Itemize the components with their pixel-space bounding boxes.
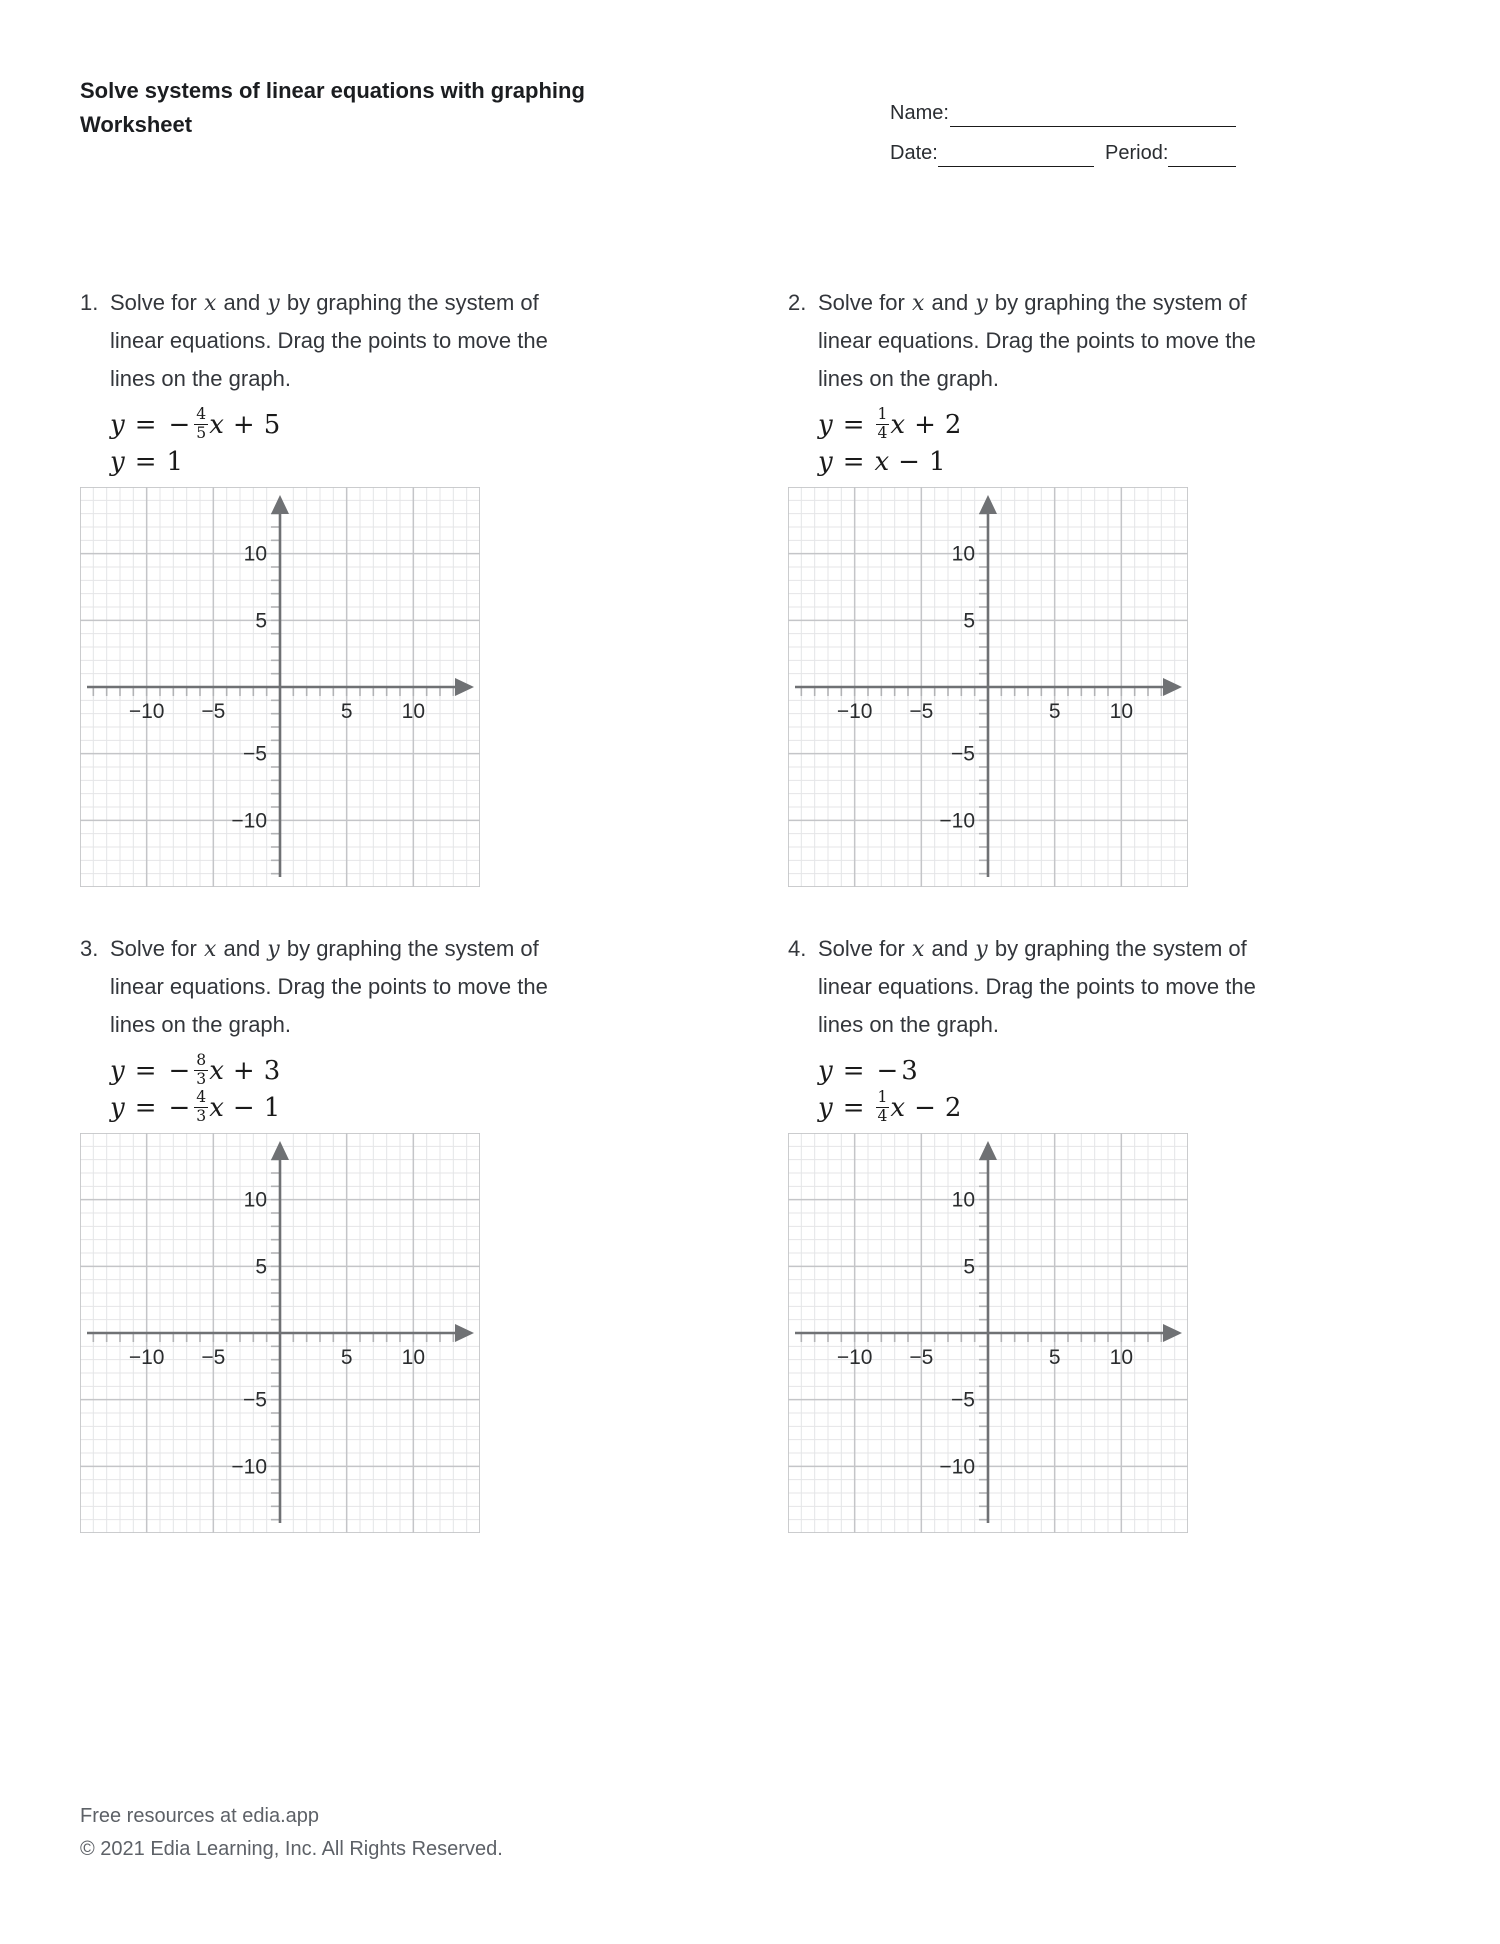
x-axis-arrowhead	[455, 678, 474, 696]
y-tick-label: 5	[255, 609, 267, 633]
problem-1	[80, 284, 760, 894]
problem-3	[80, 930, 760, 1540]
x-tick-label: 10	[401, 1346, 426, 1369]
equation-token: =	[134, 409, 157, 440]
equation-token: =	[134, 446, 157, 477]
math-variable: x	[911, 937, 925, 962]
y-tick-label: −10	[939, 809, 975, 833]
y-tick-label: −10	[231, 1455, 267, 1479]
x-tick-label: 5	[340, 1346, 353, 1369]
equation-token: −	[914, 1092, 936, 1123]
statement-text: Solve for x and y by graphing the system of	[110, 936, 539, 962]
equation-token: +	[914, 409, 936, 440]
x-tick-label: −5	[909, 700, 934, 723]
worksheet-title-line2: Worksheet	[80, 112, 193, 137]
fraction: $\frac{4}{5}$	[196, 405, 207, 442]
equation	[110, 1052, 280, 1089]
problem-3-statement	[80, 930, 548, 1044]
equation-token: y	[818, 1055, 833, 1086]
coordinate-grid[interactable]	[788, 1133, 1188, 1533]
statement-text: Solve for x and y by graphing the system of	[110, 290, 539, 316]
problem-number: 1.	[80, 290, 99, 315]
equation-token: 1	[928, 446, 946, 477]
equation-token: −	[232, 1092, 255, 1123]
equation-token: 3	[901, 1055, 918, 1086]
x-tick-label: −10	[836, 1346, 873, 1369]
statement-text: Solve for x and y by graphing the system of	[818, 290, 1247, 316]
y-axis-arrowhead	[979, 1141, 997, 1160]
x-axis-arrowhead	[455, 1324, 474, 1342]
equation-token: x	[209, 1092, 224, 1123]
problem-3-equations	[110, 1052, 280, 1126]
problem-4	[788, 930, 1468, 1540]
equation-token: y	[818, 409, 833, 440]
y-tick-label: 10	[951, 1188, 975, 1212]
equation	[818, 1052, 961, 1089]
equation	[818, 1089, 961, 1126]
y-tick-label: −10	[939, 1455, 975, 1479]
problem-1-statement	[80, 284, 548, 398]
x-tick-label: 5	[340, 700, 353, 723]
equation-token: +	[232, 409, 255, 440]
y-tick-label: −10	[231, 809, 267, 833]
problem-2-equations	[818, 406, 961, 480]
x-tick-label: −10	[128, 1346, 165, 1369]
statement-line	[80, 930, 548, 968]
problem-4-statement	[788, 930, 1256, 1044]
x-axis-arrowhead	[1163, 1324, 1182, 1342]
x-tick-label: 10	[1109, 1346, 1134, 1369]
y-tick-label: −5	[951, 1388, 975, 1412]
equation-token: x	[209, 409, 224, 440]
footer-copyright: © 2021 Edia Learning, Inc. All Rights Reserved.	[80, 1838, 503, 1860]
fraction: $\frac{4}{3}$	[196, 1088, 207, 1125]
statement-line	[788, 284, 1256, 322]
y-tick-label: −5	[243, 742, 267, 766]
equation-token: 5	[263, 409, 281, 440]
x-tick-label: −5	[201, 700, 226, 723]
period-blank-line	[1168, 166, 1236, 167]
y-axis-arrowhead	[271, 495, 289, 514]
equation-token: x	[890, 409, 906, 440]
equation-token: y	[110, 1055, 125, 1086]
equation	[110, 1089, 280, 1126]
statement-line: linear equations. Drag the points to move the	[110, 974, 548, 999]
equation	[818, 406, 961, 443]
y-tick-label: 10	[243, 542, 267, 566]
x-tick-label: −5	[909, 1346, 934, 1369]
math-variable: y	[975, 291, 988, 316]
name-label: Name:	[890, 102, 949, 124]
math-variable: y	[267, 291, 280, 316]
equation-token: 3	[263, 1055, 281, 1086]
equation-token: y	[110, 1092, 125, 1123]
name-blank-line	[950, 126, 1236, 127]
equation	[818, 443, 961, 480]
equation-token: 2	[944, 409, 962, 440]
equation-token: −	[168, 1055, 191, 1086]
x-axis-arrowhead	[1163, 678, 1182, 696]
x-tick-label: 5	[1048, 700, 1061, 723]
equation-token: x	[874, 446, 890, 477]
problem-2-statement	[788, 284, 1256, 398]
equation-token: 2	[944, 1092, 962, 1123]
y-tick-label: 10	[951, 542, 975, 566]
problem-number: 3.	[80, 936, 99, 961]
equation-token: y	[110, 409, 125, 440]
y-tick-label: 5	[255, 1255, 267, 1279]
statement-line: linear equations. Drag the points to move the	[818, 328, 1256, 353]
coordinate-grid[interactable]	[80, 1133, 480, 1533]
statement-line: lines on the graph.	[818, 366, 1000, 391]
footer-free-resources: Free resources at edia.app	[80, 1805, 320, 1827]
statement-line	[80, 284, 548, 322]
equation	[110, 443, 280, 480]
y-axis-arrowhead	[271, 1141, 289, 1160]
x-tick-label: 5	[1048, 1346, 1061, 1369]
math-variable: x	[203, 291, 217, 316]
equation	[110, 406, 280, 443]
equation-token: =	[842, 446, 865, 477]
y-tick-label: −5	[951, 742, 975, 766]
equation-token: y	[818, 446, 833, 477]
equation-token: =	[134, 1092, 157, 1123]
statement-line: linear equations. Drag the points to move the	[818, 974, 1256, 999]
coordinate-grid[interactable]	[788, 487, 1188, 887]
equation-token: +	[232, 1055, 255, 1086]
statement-text: Solve for x and y by graphing the system of	[818, 936, 1247, 962]
statement-line: linear equations. Drag the points to move the	[110, 328, 548, 353]
statement-line: lines on the graph.	[110, 1012, 292, 1037]
math-variable: x	[911, 291, 925, 316]
x-tick-label: −5	[201, 1346, 226, 1369]
x-tick-label: 10	[401, 700, 426, 723]
math-variable: y	[975, 937, 988, 962]
problem-number: 2.	[788, 290, 807, 315]
worksheet-title-line1: Solve systems of linear equations with graphing	[80, 78, 585, 103]
y-tick-label: 5	[963, 1255, 975, 1279]
problem-1-equations	[110, 406, 280, 480]
equation-token: y	[818, 1092, 833, 1123]
y-tick-label: 5	[963, 609, 975, 633]
equation-token: x	[209, 1055, 224, 1086]
fraction: $\frac{8}{3}$	[196, 1051, 207, 1088]
page-footer	[80, 1800, 503, 1866]
fraction: $\frac{1}{4}$	[877, 405, 888, 442]
y-axis-arrowhead	[979, 495, 997, 514]
x-tick-label: 10	[1109, 700, 1134, 723]
equation-token: 1	[166, 446, 184, 477]
equation-token: =	[134, 1055, 157, 1086]
problem-number: 4.	[788, 936, 807, 961]
equation-token: −	[168, 409, 191, 440]
equation-token: =	[842, 1092, 865, 1123]
date-blank-line	[938, 166, 1094, 167]
x-tick-label: −10	[128, 700, 165, 723]
worksheet-title	[80, 74, 585, 142]
math-variable: x	[203, 937, 217, 962]
equation-token: −	[876, 1055, 899, 1086]
problem-2	[788, 284, 1468, 894]
equation-token: =	[842, 409, 865, 440]
x-tick-label: −10	[836, 700, 873, 723]
y-tick-label: 10	[243, 1188, 267, 1212]
statement-line: lines on the graph.	[110, 366, 292, 391]
statement-line: lines on the graph.	[818, 1012, 1000, 1037]
equation-token: −	[168, 1092, 191, 1123]
period-label: Period:	[1105, 142, 1169, 164]
y-tick-label: −5	[243, 1388, 267, 1412]
equation-token: 1	[263, 1092, 281, 1123]
problem-4-equations	[818, 1052, 961, 1126]
math-variable: y	[267, 937, 280, 962]
equation-token: y	[110, 446, 125, 477]
equation-token: −	[898, 446, 920, 477]
equation-token: =	[842, 1055, 865, 1086]
equation-token: x	[890, 1092, 906, 1123]
coordinate-grid[interactable]	[80, 487, 480, 887]
fraction: $\frac{1}{4}$	[877, 1088, 888, 1125]
statement-line	[788, 930, 1256, 968]
date-label: Date:	[890, 142, 938, 164]
